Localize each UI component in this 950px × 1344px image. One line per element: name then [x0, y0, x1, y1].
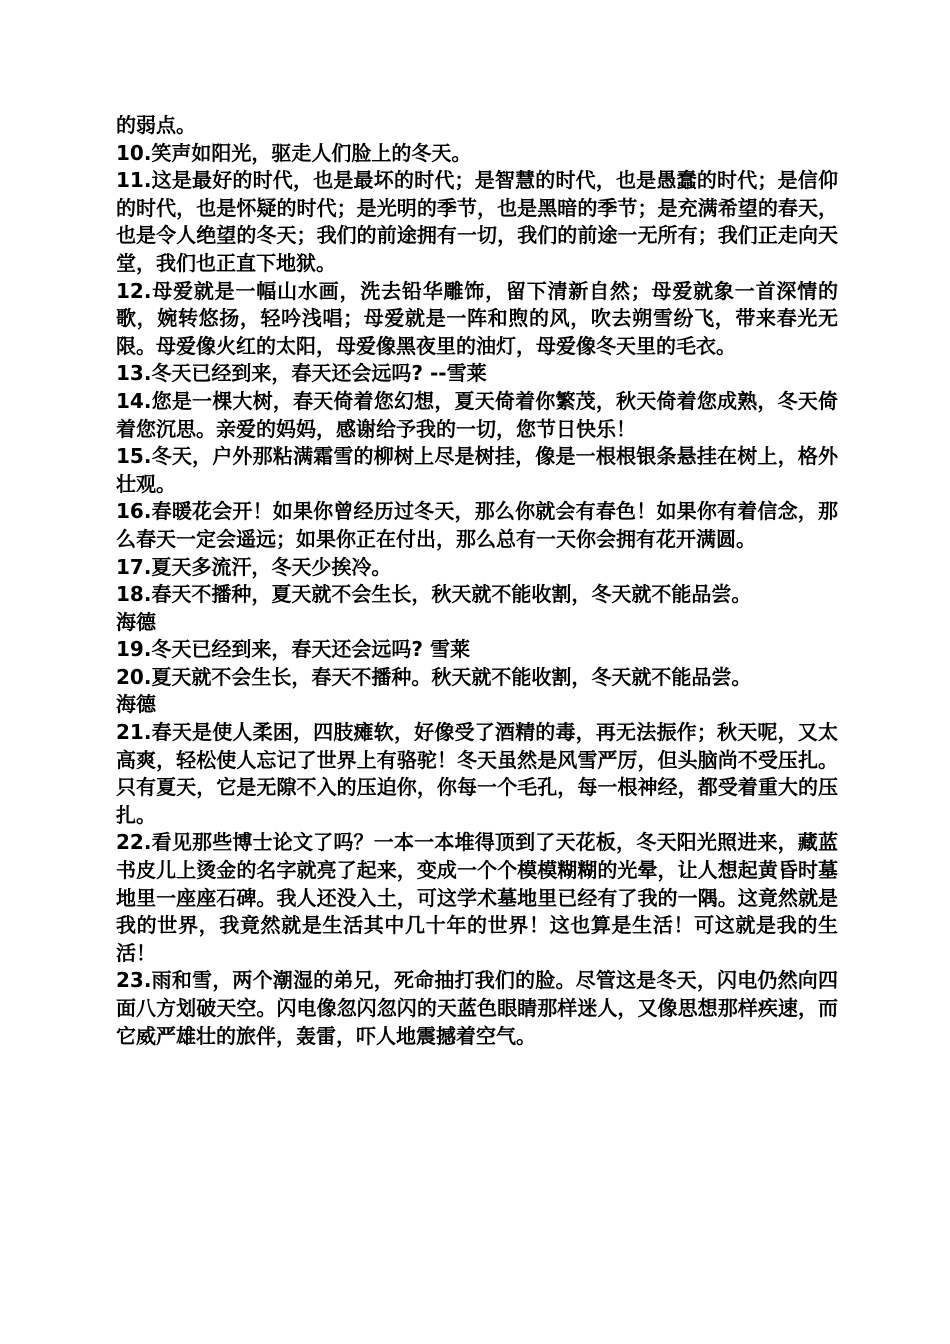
paragraph-item-15: 15.冬天，户外那粘满霜雪的柳树上尽是树挂，像是一根根银条悬挂在树上，格外壮观。: [116, 444, 838, 496]
paragraph-attribution: 海德: [116, 692, 156, 717]
paragraph-item-22: 22.看见那些博士论文了吗？一本一本堆得顶到了天花板，冬天阳光照进来，藏蓝书皮儿上烫金的名字就亮了起来，变成一个个模模糊糊的光晕，让人想起黄昏时墓地里一座座石碑。我人还没入土，可这学术墓地里已经有了我的一隅。这竟然就是我的世界，我竟然就是生活其中几十年的世界！这也算是生活！可这就是我的生活！: [116, 830, 838, 965]
paragraph-item-14: 14.您是一棵大树，春天倚着您幻想，夏天倚着你繁茂，秋天倚着您成熟，冬天倚着您沉思。亲爱的妈妈，感谢给予我的一切，您节日快乐！: [116, 388, 838, 441]
paragraph-item-13: 13.冬天已经到来，春天还会远吗? --雪莱: [116, 361, 487, 386]
paragraph-item-10: 10.笑声如阳光，驱走人们脸上的冬天。: [116, 140, 472, 165]
paragraph-item-18: 18.春天不播种，夏天就不会生长，秋天就不能收割，冬天就不能品尝。: [116, 582, 752, 607]
paragraph-attribution: 海德: [116, 609, 156, 634]
paragraph-item-16: 16.春暖花会开！如果你曾经历过冬天，那么你就会有春色！如果你有着信念，那么春天一定会遥远；如果你正在付出，那么总有一天你会拥有花开满圆。: [116, 499, 838, 551]
paragraph-item-21: 21.春天是使人柔困，四肢瘫软，好像受了酒精的毒，再无法振作；秋天呢，又太高爽，轻松使人忘记了世界上有骆驼！冬天虽然是风雪严厉，但头脑尚不受压扎。只有夏天，它是无隙不入的压迫你，你每一个毛孔，每一根神经，都受着重大的压扎。: [116, 720, 838, 827]
paragraph-continuation: 的弱点。: [116, 113, 196, 137]
document-page: [116, 112, 838, 1050]
paragraph-item-23: 23.雨和雪，两个潮湿的弟兄，死命抽打我们的脸。尽管这是冬天，闪电仍然向四面八方划破天空。闪电像忽闪忽闪的天蓝色眼睛那样迷人，又像思想那样疾速，而它威严雄壮的旅伴，轰雷，吓人地震撼着空气。: [116, 968, 838, 1048]
paragraph-item-20: 20.夏天就不会生长，春天不播种。秋天就不能收割，冬天就不能品尝。: [116, 664, 752, 689]
paragraph-item-11: 11.这是最好的时代，也是最坏的时代；是智慧的时代，也是愚蠢的时代；是信仰的时代，也是怀疑的时代；是光明的季节，也是黑暗的季节；是充满希望的春天，也是令人绝望的冬天；我们的前途拥有一切，我们的前途一无所有；我们正走向天堂，我们也正直下地狱。: [116, 168, 838, 275]
paragraph-item-17: 17.夏天多流汗，冬天少挨冷。: [116, 554, 392, 579]
paragraph-item-19: 19.冬天已经到来，春天还会远吗? 雪莱: [116, 637, 470, 662]
paragraph-item-12: 12.母爱就是一幅山水画，洗去铅华雕饰，留下清新自然；母爱就象一首深情的歌，婉转悠扬，轻吟浅唱；母爱就是一阵和煦的风，吹去朔雪纷飞，带来春光无限。母爱像火红的太阳，母爱像黑夜里的油灯，母爱像冬天里的毛衣。: [116, 278, 838, 358]
